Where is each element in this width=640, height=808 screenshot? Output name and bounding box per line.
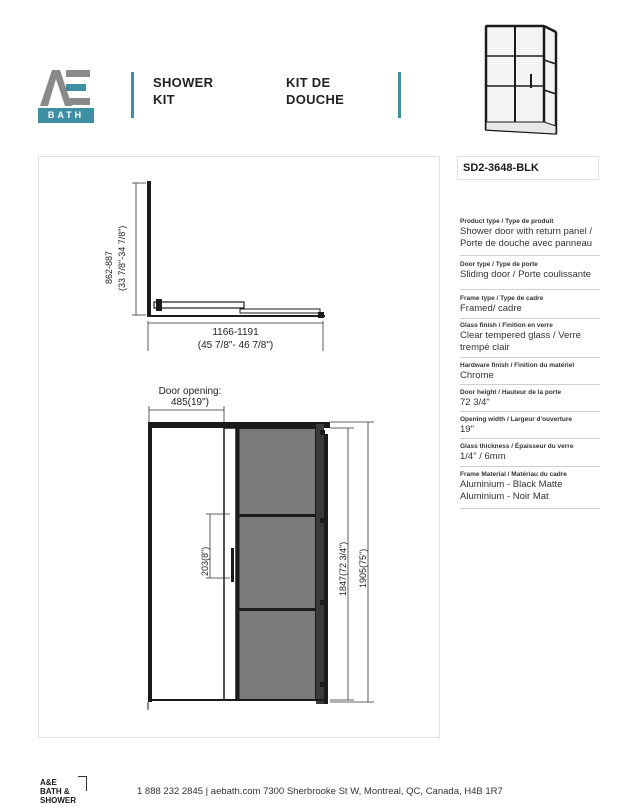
title-english: SHOWER KIT <box>153 75 214 107</box>
spec-opening-width <box>460 415 600 439</box>
spec-label: Opening width / Largeur d'ouverture <box>460 416 573 423</box>
product-thumbnail <box>480 18 560 138</box>
total-height-dim: 1905(75") <box>358 548 368 588</box>
shower-thumbnail-icon <box>480 18 560 138</box>
spec-value: 1/4" / 6mm <box>460 451 506 462</box>
footer-contact: 1 888 232 2845 | aebath.com 7300 Sherbrooke St W, Montreal, QC, Canada, H4B 1R7 <box>137 786 503 797</box>
spec-door-type <box>460 260 600 290</box>
title-french: KIT DE DOUCHE <box>286 75 345 107</box>
top-depth-mm: 862-887 <box>104 250 114 284</box>
spec-label: Frame type / Type de cadre <box>460 295 544 302</box>
door-height-dim: 1847(72 3/4") <box>338 541 348 596</box>
spec-label: Door height / Hauteur de la porte <box>460 389 562 396</box>
spec-value: Framed/ cadre <box>460 303 522 314</box>
top-depth-in: (33 7/8"-34 7/8") <box>117 225 127 291</box>
spec-value: Clear tempered glass / Verre trempé clair <box>460 330 581 353</box>
model-number: SD2-3648-BLK <box>457 156 599 180</box>
door-opening-label: Door opening: <box>158 386 222 397</box>
spec-value: Sliding door / Porte coulissante <box>460 269 591 280</box>
footer-brand: A&E BATH & SHOWER <box>40 778 76 805</box>
spec-hardware-finish <box>460 361 600 385</box>
spec-value: 19" <box>460 424 474 435</box>
spec-value: Chrome <box>460 370 494 381</box>
logo-mark-icon <box>38 66 94 110</box>
spec-label: Door type / Type de porte <box>460 261 538 268</box>
spec-label: Glass finish / Finition en verre <box>460 322 553 329</box>
spec-value: Aluminium - Black Matte Aluminium - Noir Mat <box>460 479 563 502</box>
top-width-in: (45 7/8"- 46 7/8") <box>197 340 274 351</box>
spec-value: Shower door with return panel / Porte de douche avec panneau <box>460 226 593 249</box>
spec-value: 72 3/4" <box>460 397 490 408</box>
spec-frame-type <box>460 294 600 319</box>
spec-label: Hardware finish / Finition du matériel <box>460 362 575 369</box>
footer-bracket <box>78 776 87 791</box>
spec-label: Glass thickness / Épaisseur du verre <box>460 443 574 450</box>
spec-product-type <box>460 217 600 256</box>
spec-door-height <box>460 388 600 412</box>
top-width-mm: 1166-1191 <box>212 327 259 338</box>
panel-gap-dim: 203(8") <box>200 546 210 576</box>
spec-glass-finish <box>460 321 600 358</box>
door-opening-value: 485(19") <box>170 397 210 408</box>
spec-glass-thickness <box>460 442 600 467</box>
brand-sub: BATH <box>38 108 94 123</box>
spec-label: Product type / Type de produit <box>460 218 554 225</box>
divider-right <box>398 72 401 118</box>
spec-frame-material <box>460 470 600 509</box>
spec-label: Frame Material / Matériau du cadre <box>460 471 567 478</box>
divider-left <box>131 72 134 118</box>
